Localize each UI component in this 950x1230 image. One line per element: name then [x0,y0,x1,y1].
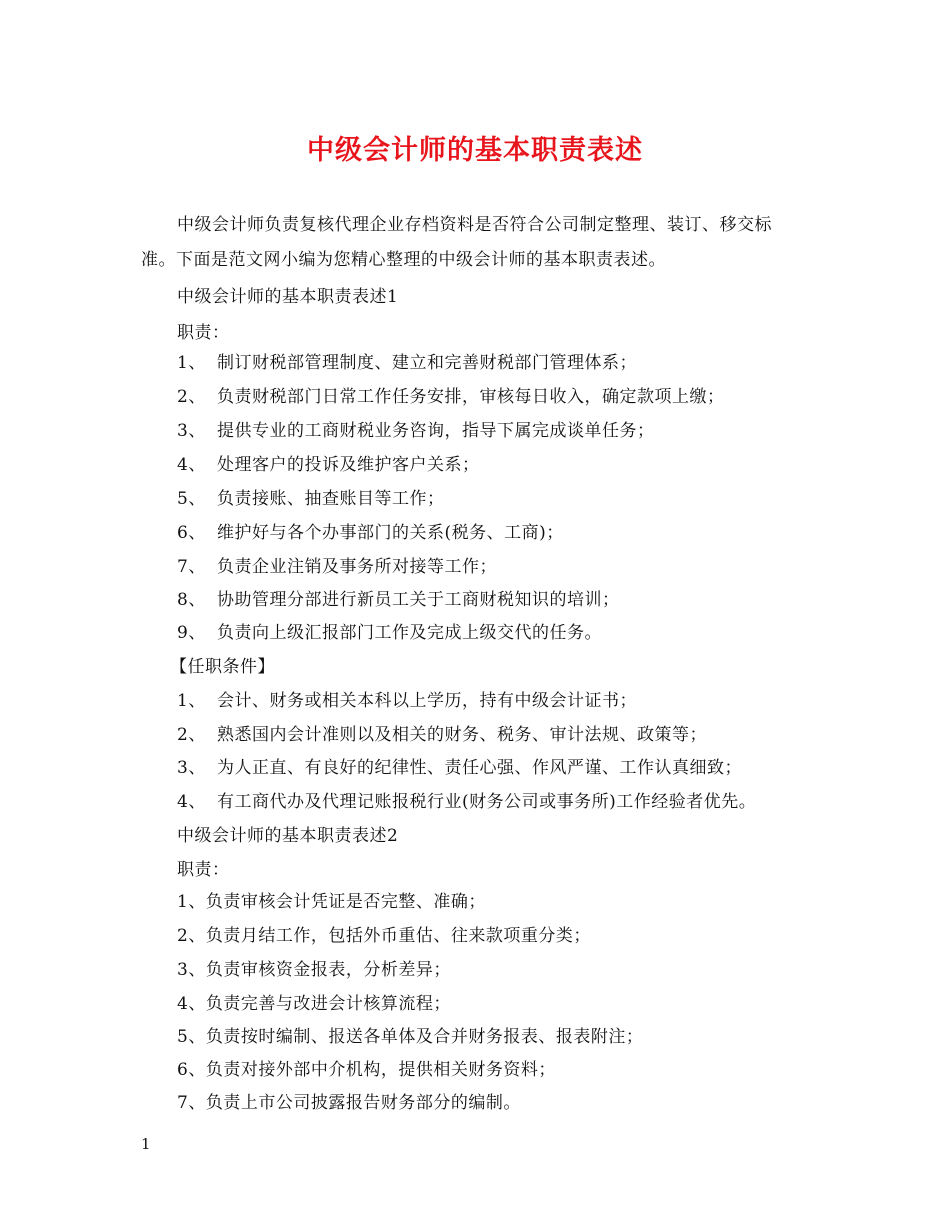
list-item [177,618,602,643]
list-item [177,753,742,778]
item-text: 为人正直、有良好的纪律性、责任心强、作风严谨、工作认真细致； [217,758,742,778]
list-item [177,416,655,441]
list-item: 7、负责上市公司披露报告财务部分的编制。 [177,1093,521,1113]
list-item: 6、负责对接外部中介机构，提供相关财务资料； [177,1060,556,1080]
section1-heading: 中级会计师的基本职责表述1 [177,287,399,307]
list-item [177,518,564,543]
list-item [177,585,620,610]
document-title: 中级会计师的基本职责表述 [307,135,643,166]
item-number: 3、 [177,421,206,441]
list-item: 3、负责审核资金报表，分析差异； [177,960,451,980]
item-number: 1、 [177,691,206,711]
item-number: 6、 [177,523,206,543]
list-item [177,720,707,745]
item-number: 7、 [177,557,206,577]
item-number: 2、 [177,725,206,745]
requirements-heading: 【任职条件】 [170,657,275,677]
item-text: 有工商代办及代理记账报税行业(财务公司或事务所)工作经验者优先。 [217,792,757,812]
item-number: 4、 [177,455,206,475]
item-text: 负责向上级汇报部门工作及完成上级交代的任务。 [217,623,602,643]
list-item [177,552,497,577]
item-number: 5、 [177,489,206,509]
item-number: 8、 [177,590,206,610]
list-item: 1、负责审核会计凭证是否完整、准确； [177,892,486,912]
item-text: 处理客户的投诉及维护客户关系； [217,455,480,475]
item-number: 2、 [177,387,206,407]
list-item [177,484,445,509]
item-text: 负责企业注销及事务所对接等工作； [217,557,497,577]
item-text: 维护好与各个办事部门的关系(税务、工商)； [217,523,564,543]
item-number: 4、 [177,792,206,812]
page-number: 1 [141,1135,151,1153]
item-text: 提供专业的工商财税业务咨询，指导下属完成谈单任务； [217,421,655,441]
intro-paragraph-line-2: 准。下面是范文网小编为您精心整理的中级会计师的基本职责表述。 [141,250,666,270]
item-text: 协助管理分部进行新员工关于工商财税知识的培训； [217,590,620,610]
intro-paragraph-line-1: 中级会计师负责复核代理企业存档资料是否符合公司制定整理、装订、移交标 [177,215,772,235]
list-item [177,787,756,812]
list-item [177,348,637,373]
item-text: 负责财税部门日常工作任务安排，审核每日收入，确定款项上缴； [217,387,725,407]
section2-heading: 中级会计师的基本职责表述2 [177,826,399,846]
duties-label-2: 职责： [177,860,230,880]
duties-label-1: 职责： [177,323,230,343]
list-item [177,382,725,407]
list-item [177,686,637,711]
item-text: 负责接账、抽查账目等工作； [217,489,445,509]
item-text: 会计、财务或相关本科以上学历，持有中级会计证书； [217,691,637,711]
list-item: 5、负责按时编制、报送各单体及合并财务报表、报表附注； [177,1027,644,1047]
item-text: 熟悉国内会计准则以及相关的财务、税务、审计法规、政策等； [217,725,707,745]
item-number: 3、 [177,758,206,778]
list-item: 2、负责月结工作，包括外币重估、往来款项重分类； [177,926,591,946]
item-number: 9、 [177,623,206,643]
item-number: 1、 [177,353,206,373]
list-item: 4、负责完善与改进会计核算流程； [177,994,451,1014]
list-item [177,450,480,475]
item-text: 制订财税部管理制度、建立和完善财税部门管理体系； [217,353,637,373]
